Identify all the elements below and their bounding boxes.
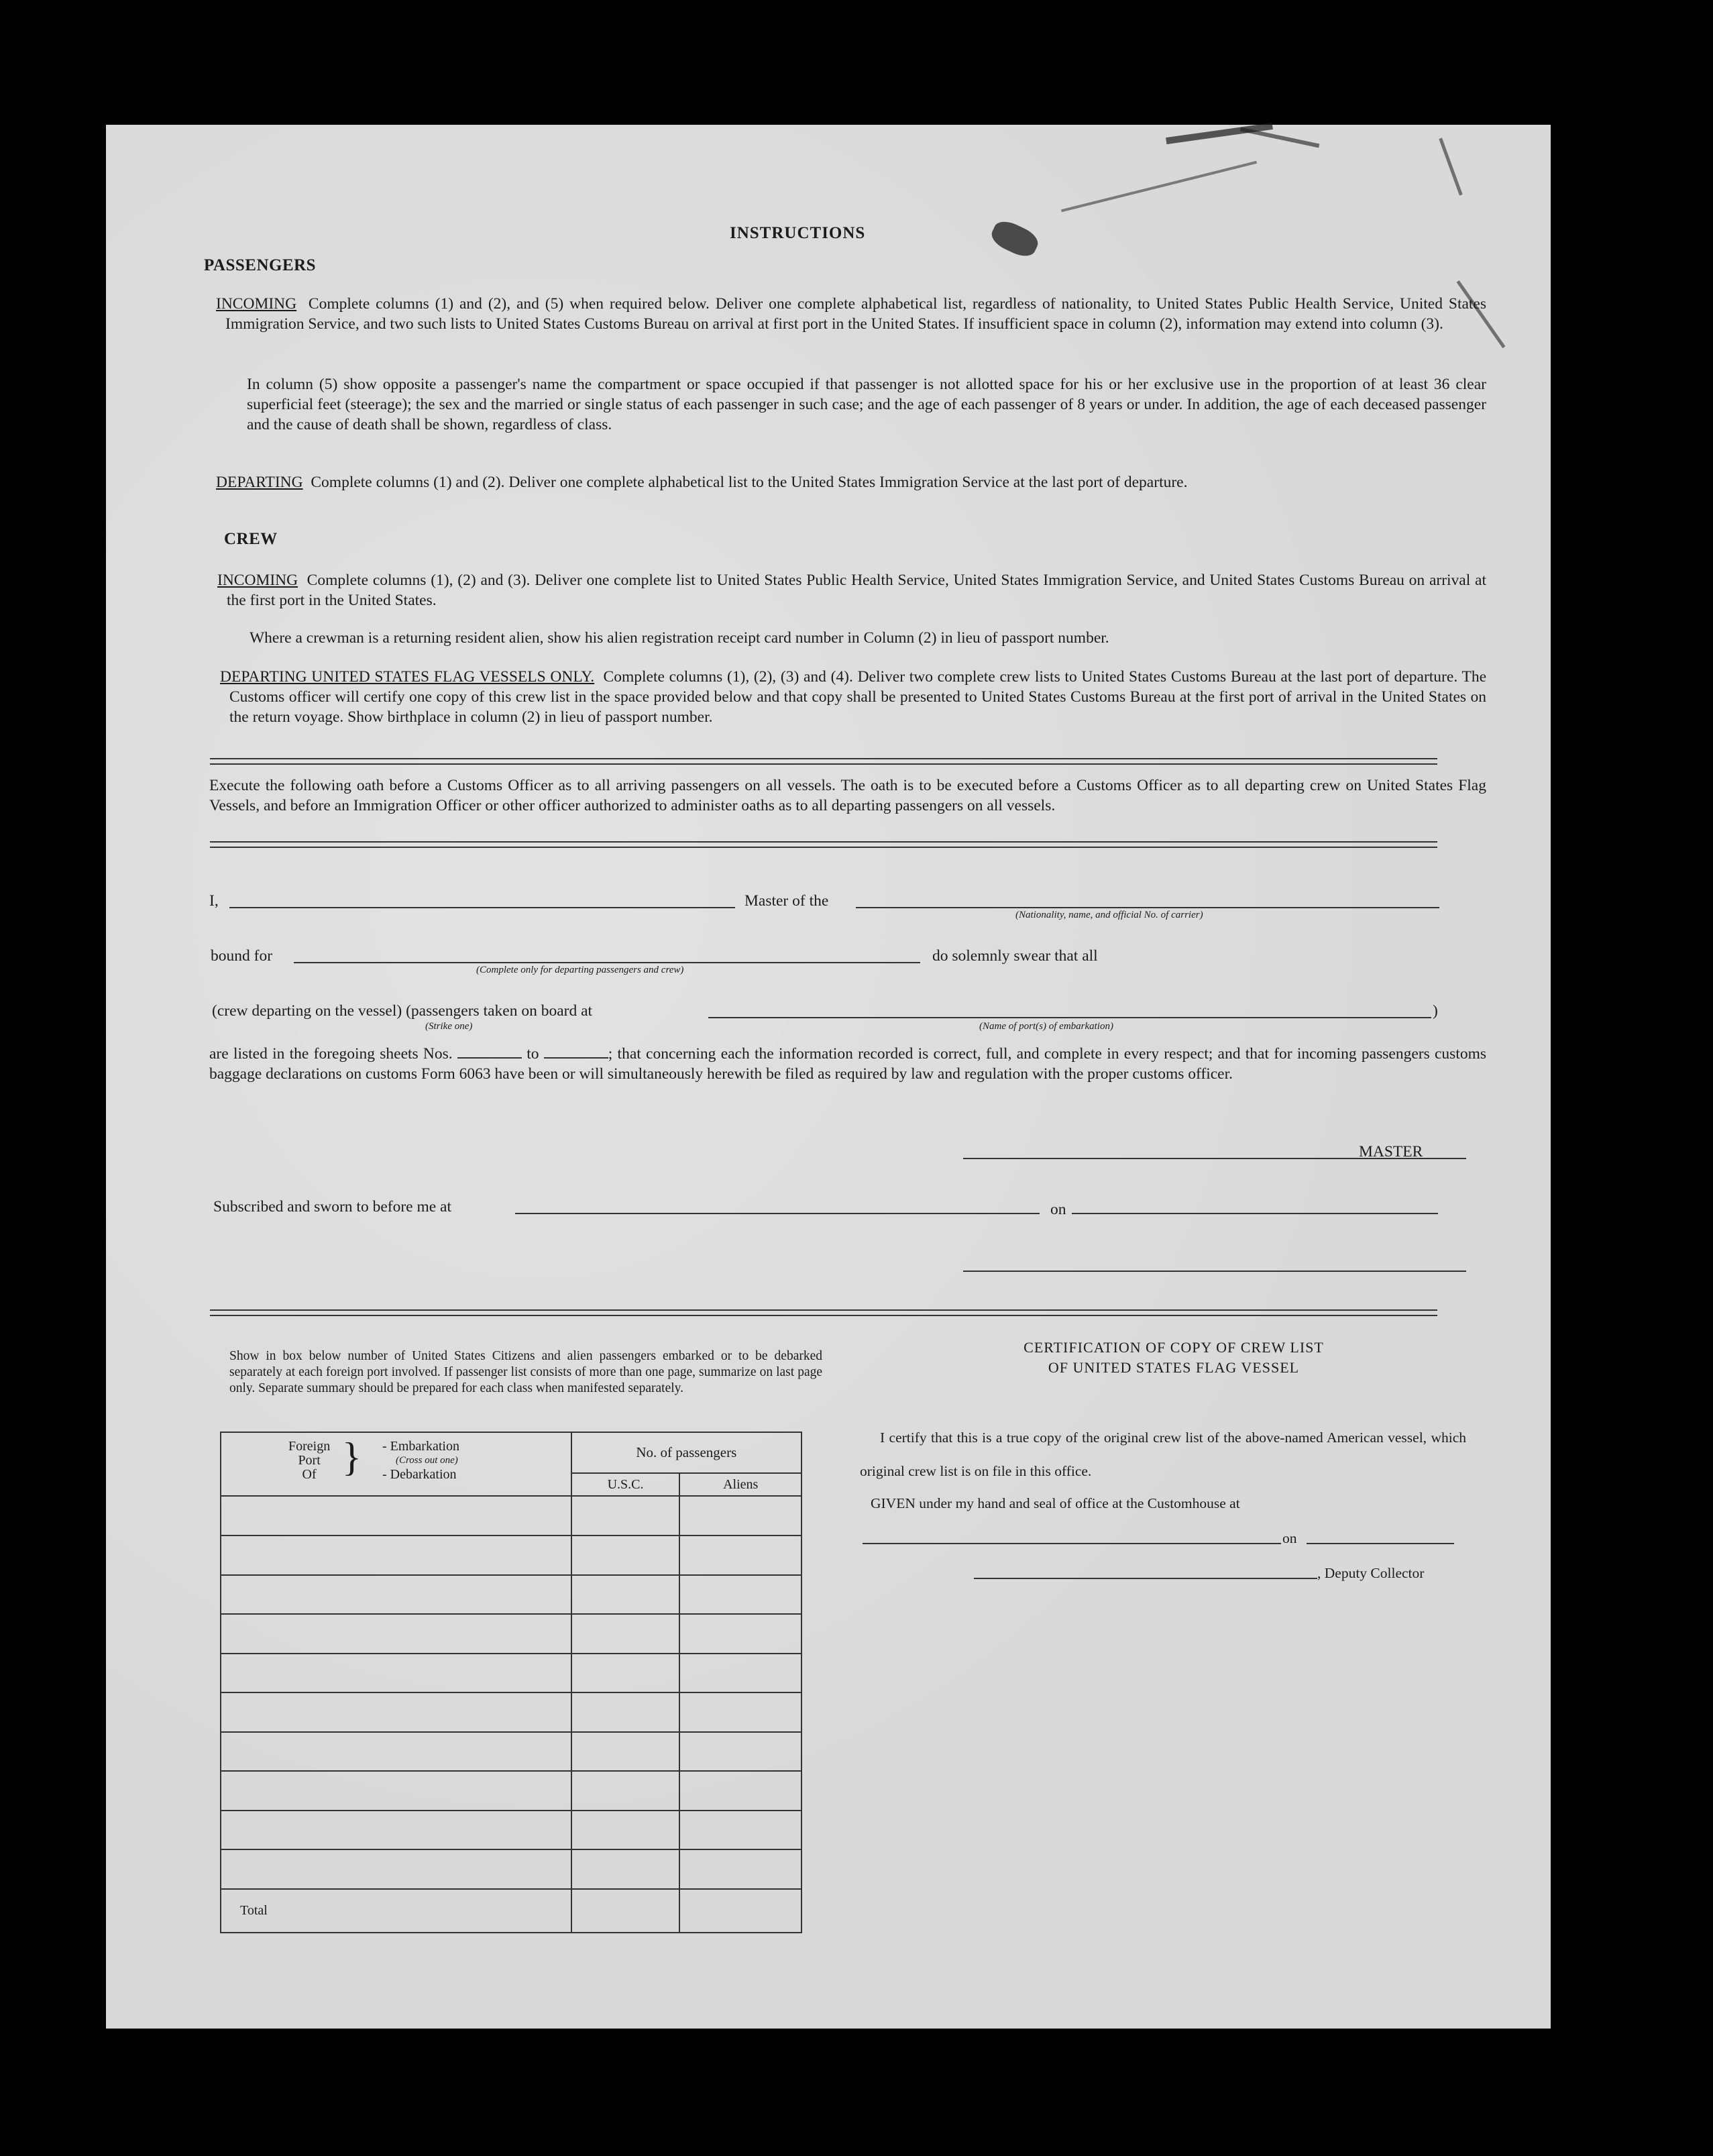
passengers-departing-text: Complete columns (1) and (2). Deliver one complete alphabetical list to the United States Immigration Service at the last port of departure. bbox=[311, 474, 1188, 491]
master-label: MASTER bbox=[1359, 1143, 1423, 1161]
cross-out-caption: (Cross out one) bbox=[396, 1455, 458, 1466]
oath-i-label: I, bbox=[209, 892, 219, 910]
listed-to-label: to bbox=[527, 1045, 539, 1063]
bound-for-label: bound for bbox=[211, 947, 273, 965]
ink-smudge bbox=[1439, 138, 1462, 195]
crew-heading: CREW bbox=[224, 530, 278, 548]
certification-title-line2: OF UNITED STATES FLAG VESSEL bbox=[1048, 1359, 1300, 1376]
embarkation-port-line[interactable] bbox=[708, 1017, 1431, 1018]
certification-title bbox=[973, 1338, 1375, 1378]
passenger-summary-table bbox=[220, 1432, 802, 1933]
sworn-on-label: on bbox=[1050, 1201, 1066, 1218]
carrier-line[interactable] bbox=[856, 907, 1439, 908]
crew-incoming-text: Complete columns (1), (2) and (3). Deliver one complete list to United States Public Health Service, United States Immigration Service, and United States Customs Bureau on arrival at the first port in the United States. bbox=[227, 572, 1486, 609]
summary-instructions: Show in box below number of United States Citizens and alien passengers embarked or to be debarked separately at each foreign port involved. If passenger list consists of more than one page, summarize on last page only. Separate summary should be prepared for each class when manifested separately. bbox=[229, 1349, 822, 1395]
certification-title-line1: CERTIFICATION OF COPY OF CREW LIST bbox=[1024, 1339, 1324, 1356]
oath-intro: Execute the following oath before a Customs Officer as to all arriving passengers on all vessels. The oath is to be executed before a Customs Officer as to all departing crew on United States Flag Vessels, and before an Immigration Officer or other officer authorized to administer oaths as to all departing passengers on all vessels. bbox=[209, 777, 1486, 814]
aliens-header: Aliens bbox=[679, 1473, 802, 1497]
brace-icon: } bbox=[342, 1435, 362, 1479]
passengers-incoming-label: INCOMING bbox=[216, 295, 297, 313]
column5-paragraph: In column (5) show opposite a passenger's name the compartment or space occupied if that passenger is not allotted space for his or her exclusive use in the proportion of at least 36 clear superficial feet (steerage); the sex and the married or single status of each passenger in such case; and the age of each passenger of 8 years or under. In addition, the age of each deceased passenger and the cause of death shall be shown, regardless of class. bbox=[247, 376, 1486, 433]
ink-smudge bbox=[988, 217, 1042, 261]
certify-paragraph: I certify that this is a true copy of the original crew list of the above-named American vessel, which original crew list is on file in this office. bbox=[860, 1430, 1466, 1479]
departing-us-flag-label: DEPARTING UNITED STATES FLAG VESSELS ONLY. bbox=[220, 668, 595, 686]
sworn-date-line[interactable] bbox=[1072, 1213, 1438, 1214]
crewman-paragraph: Where a crewman is a returning resident alien, show his alien registration receipt card number in Column (2) in lieu of passport number. bbox=[250, 629, 1109, 647]
table-row[interactable] bbox=[221, 1811, 802, 1850]
table-row[interactable] bbox=[221, 1535, 802, 1575]
nationality-caption: (Nationality, name, and official No. of carrier) bbox=[1015, 910, 1203, 920]
ports-caption: (Name of port(s) of embarkation) bbox=[979, 1021, 1113, 1032]
sworn-place-line[interactable] bbox=[515, 1213, 1040, 1214]
do-solemnly-label: do solemnly swear that all bbox=[932, 947, 1098, 965]
table-row[interactable] bbox=[221, 1771, 802, 1811]
complete-only-caption: (Complete only for departing passengers and crew) bbox=[476, 965, 684, 975]
crew-incoming-paragraph bbox=[217, 570, 1486, 610]
passengers-incoming-paragraph bbox=[216, 294, 1487, 334]
subscribed-label: Subscribed and sworn to before me at bbox=[213, 1198, 452, 1216]
customhouse-place-line[interactable] bbox=[863, 1543, 1281, 1544]
table-row[interactable] bbox=[221, 1496, 802, 1535]
foreign-port-header bbox=[221, 1432, 571, 1496]
crew-departing-label: (crew departing on the vessel) (passengers taken on board at bbox=[212, 1002, 593, 1020]
of-label: Of bbox=[302, 1467, 317, 1482]
table-row[interactable] bbox=[221, 1614, 802, 1654]
listed-paragraph bbox=[209, 1044, 1486, 1084]
table-row[interactable] bbox=[221, 1575, 802, 1615]
ink-smudge bbox=[1240, 127, 1320, 148]
no-of-passengers-header: No. of passengers bbox=[571, 1432, 802, 1473]
master-name-line[interactable] bbox=[229, 907, 735, 908]
section-divider bbox=[210, 1309, 1437, 1316]
listed-text-b: ; that concerning each the information recorded is correct, full, and complete in every respect; and that for incoming passengers customs baggage declarations on customs Form 6063 have been or will simultaneously herewith be filed as required by law and regulation with the proper customs officer. bbox=[209, 1045, 1487, 1083]
form-page bbox=[106, 125, 1551, 2029]
sheet-to-blank[interactable] bbox=[544, 1057, 608, 1059]
usc-header: U.S.C. bbox=[571, 1473, 680, 1497]
deputy-collector-label: , Deputy Collector bbox=[1317, 1565, 1425, 1581]
listed-text-a: are listed in the foregoing sheets Nos. bbox=[209, 1045, 453, 1063]
certification-on-label: on bbox=[1282, 1530, 1297, 1546]
sheet-from-blank[interactable] bbox=[457, 1057, 522, 1059]
total-row[interactable] bbox=[221, 1889, 802, 1933]
master-of-the-label: Master of the bbox=[744, 892, 829, 910]
given-text: GIVEN under my hand and seal of office at the Customhouse at bbox=[871, 1495, 1240, 1511]
table-row[interactable] bbox=[221, 1692, 802, 1732]
close-paren: ) bbox=[1433, 1002, 1438, 1020]
crew-incoming-label: INCOMING bbox=[217, 572, 298, 589]
table-row[interactable] bbox=[221, 1654, 802, 1693]
ink-smudge bbox=[1061, 161, 1257, 212]
officer-signature-line[interactable] bbox=[963, 1271, 1466, 1272]
bound-for-line[interactable] bbox=[294, 962, 920, 963]
section-divider bbox=[210, 758, 1437, 765]
departing-us-flag-paragraph bbox=[220, 667, 1486, 727]
section-divider bbox=[210, 841, 1437, 848]
certification-date-line[interactable] bbox=[1307, 1543, 1454, 1544]
debarkation-label: - Debarkation bbox=[382, 1467, 457, 1482]
passengers-departing-label: DEPARTING bbox=[216, 474, 303, 491]
passengers-departing-paragraph bbox=[216, 472, 1486, 492]
port-label: Port bbox=[298, 1453, 321, 1468]
passengers-heading: PASSENGERS bbox=[204, 256, 317, 274]
table-row[interactable] bbox=[221, 1849, 802, 1889]
departing-us-flag-text: Complete columns (1), (2), (3) and (4). Deliver two complete crew lists to United States Customs Bureau at the last port of departure. The Customs officer will certify one copy of this crew list in the space provided below and that copy shall be presented to United States Customs Bureau at the first port of arrival in the United States on the return voyage. Show birthplace in column (2) in lieu of passport number. bbox=[229, 668, 1486, 726]
total-label: Total bbox=[221, 1889, 571, 1933]
embarkation-label: - Embarkation bbox=[382, 1439, 459, 1454]
deputy-collector-signature-line[interactable] bbox=[974, 1578, 1317, 1579]
strike-one-caption: (Strike one) bbox=[425, 1021, 473, 1032]
table-row[interactable] bbox=[221, 1732, 802, 1772]
passengers-incoming-text: Complete columns (1) and (2), and (5) when required below. Deliver one complete alphabetical list, regardless of nationality, to United States Public Health Service, United States Immigration Service, and two such lists to United States Customs Bureau on arrival at first port in the United States. If insufficient space in column (2), information may extend into column (3). bbox=[225, 295, 1487, 333]
instructions-title: INSTRUCTIONS bbox=[730, 224, 866, 242]
foreign-label: Foreign bbox=[288, 1439, 331, 1454]
